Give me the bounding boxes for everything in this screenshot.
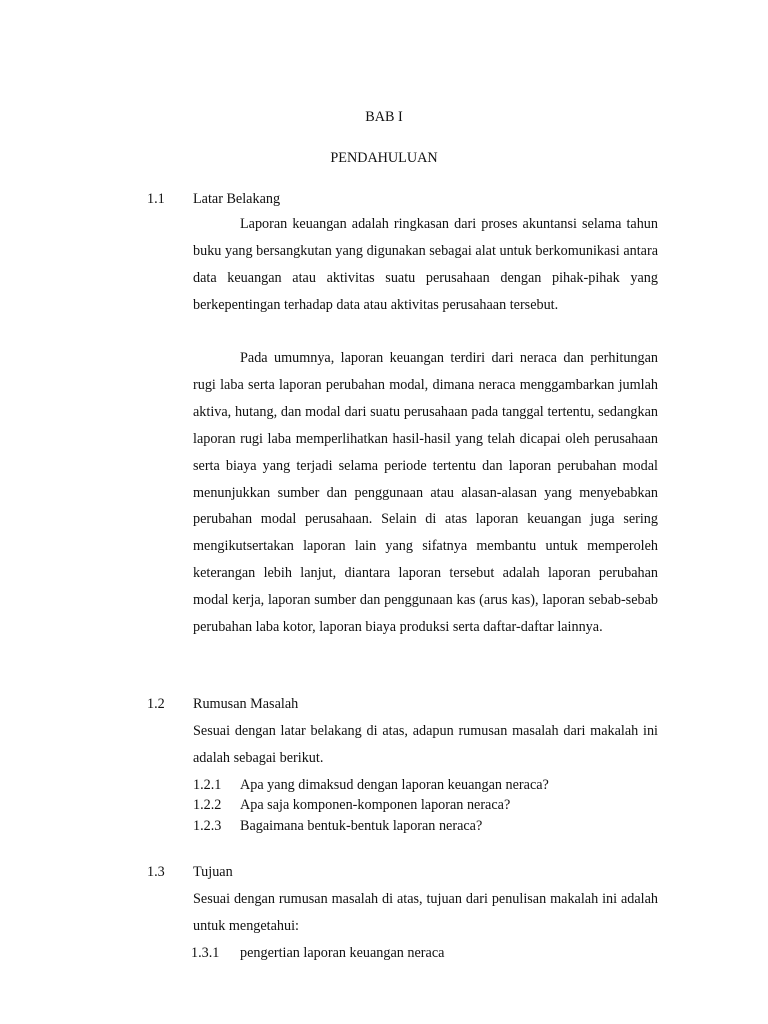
list-item-number: 1.3.1 [191,945,220,961]
section-number: 1.3 [147,864,165,880]
chapter-title: BAB I [365,109,403,125]
paragraph: Laporan keuangan adalah ringkasan dari proses akuntansi selama tahun buku yang bersangkutan yang digunakan sebagai alat untuk berkomunikasi antara data keuangan atau aktivitas suatu perusahaan dengan pihak-pihak yang berkepentingan terhadap data atau aktivitas perusahaan tersebut. [193,216,658,313]
section-heading: Tujuan [193,864,233,880]
section-heading: Latar Belakang [193,191,281,207]
list-item-text: Bagaimana bentuk-bentuk laporan neraca? [240,818,483,834]
list-item-number: 1.2.1 [193,777,222,793]
chapter-subtitle: PENDAHULUAN [330,150,438,166]
section-heading: Rumusan Masalah [193,696,299,712]
list-item-number: 1.2.2 [193,797,222,813]
list-item-text: Apa saja komponen-komponen laporan neraca? [240,797,511,813]
list-item-text: Apa yang dimaksud dengan laporan keuangan neraca? [240,777,549,793]
list-item-number: 1.2.3 [193,818,222,834]
list-item-text: pengertian laporan keuangan neraca [240,945,445,961]
paragraph: Pada umumnya, laporan keuangan terdiri dari neraca dan perhitungan rugi laba serta laporan perubahan modal, dimana neraca menggambarkan jumlah aktiva, hutang, dan modal dari suatu perusahaan pada tanggal tertentu, sedangkan laporan rugi laba memperlihatkan hasil-hasil yang telah dicapai oleh perusahaan serta biaya yang terjadi selama periode tertentu dan laporan perubahan modal menunjukkan sumber dan penggunaan atau alasan-alasan yang menyebabkan perubahan modal perusahaan. Selain di atas laporan keuangan juga sering mengikutsertakan laporan lain yang sifatnya membantu untuk memperoleh keterangan lebih lanjut, diantara laporan tersebut adalah laporan perubahan modal kerja, laporan sumber dan penggunaan kas (arus kas), laporan sebab-sebab perubahan laba kotor, laporan biaya produksi serta daftar-daftar lainnya. [193,350,658,636]
section-number: 1.2 [147,696,165,712]
paragraph: Sesuai dengan rumusan masalah di atas, tujuan dari penulisan makalah ini adalah untuk mengetahui: [193,891,658,934]
paragraph: Sesuai dengan latar belakang di atas, adapun rumusan masalah dari makalah ini adalah sebagai berikut. [193,723,658,766]
section-number: 1.1 [147,191,165,207]
